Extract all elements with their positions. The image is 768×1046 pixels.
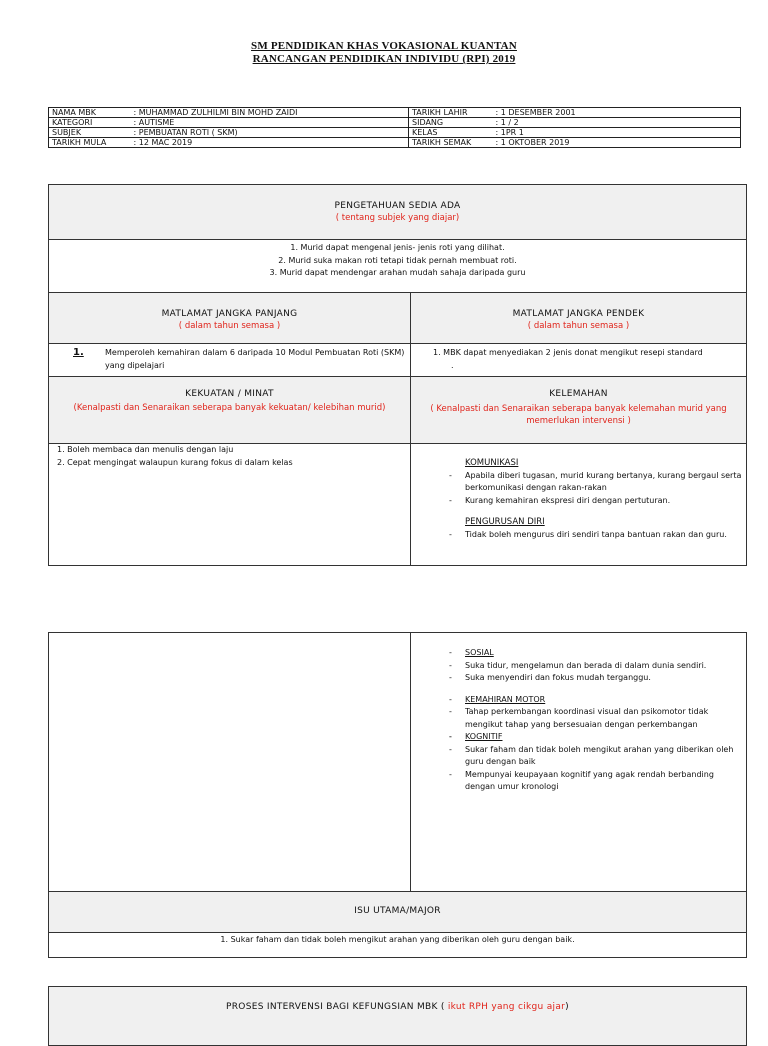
info-value: : 1 DESEMBER 2001 [493,108,741,118]
info-label: KELAS [409,128,493,138]
matlamat-panjang-content [69,347,409,377]
list-item: 2. Cepat mengingat walaupun kurang fokus di dalam kelas [57,457,293,467]
info-label: NAMA MBK [49,108,131,118]
isu-header [49,892,746,932]
info-value: : PEMBUATAN ROTI ( SKM) [131,128,409,138]
info-row [49,128,741,138]
kelemahan-header [411,377,746,443]
matlamat-pendek-dot: . [451,360,454,370]
isu-content [49,934,746,947]
motor-heading-item [447,694,743,707]
matlamat-pendek-title: MATLAMAT JANGKA PENDEK [512,309,645,319]
matlamat-panjang-number: 1. [73,347,84,358]
isu-title: ISU UTAMA/MAJOR [354,906,441,916]
rpi-section-1 [48,184,747,566]
info-value: : 1 / 2 [493,118,741,128]
kognitif-heading-item [447,731,743,744]
komunikasi-heading: KOMUNIKASI [465,458,519,468]
proses-title [49,1002,746,1012]
info-row [49,118,741,128]
student-info-table [48,107,741,148]
kekuatan-list [57,444,407,469]
list-item: 2. Murid suka makan roti tetapi tidak pernah membuat roti. [278,255,517,265]
kelemahan-title: KELEMAHAN [549,389,608,399]
pengetahuan-list [49,240,746,292]
pengetahuan-subtitle: ( tentang subjek yang diajar) [335,213,460,223]
info-label: SIDANG [409,118,493,128]
list-item: - Suka tidur, mengelamun dan berada di dalam dunia sendiri. [447,660,743,673]
list-item: - Tidak boleh mengurus diri sendiri tanpa bantuan rakan dan guru. [447,529,743,542]
pengetahuan-title: PENGETAHUAN SEDIA ADA [334,201,461,211]
pengetahuan-header [49,185,746,239]
list-item: 1. Sukar faham dan tidak boleh mengikut arahan yang diberikan oleh guru dengan baik. [220,935,575,944]
matlamat-panjang-title: MATLAMAT JANGKA PANJANG [161,309,298,319]
info-label: TARIKH MULA [49,138,131,148]
matlamat-panjang-header [49,293,410,343]
info-label: TARIKH SEMAK [409,138,493,148]
matlamat-panjang-subtitle: ( dalam tahun semasa ) [178,321,281,331]
kognitif-heading: KOGNITIF [465,732,503,741]
rpi-section-3 [48,986,747,1046]
info-label: SUBJEK [49,128,131,138]
list-item: 1. Murid dapat mengenal jenis- jenis roti yang dilihat. [290,243,505,252]
kekuatan-title: KEKUATAN / MINAT [185,389,274,399]
list-item: - Kurang kemahiran ekspresi diri dengan pertuturan. [447,495,743,508]
info-label: TARIKH LAHIR [409,108,493,118]
pengurusan-heading: PENGURUSAN DIRI [465,517,545,527]
proses-title-end: ) [565,1002,569,1012]
list-item: - Mempunyai keupayaan kognitif yang agak rendah berbanding dengan umur kronologi [447,769,743,794]
kelemahan-list-part1 [447,457,743,541]
list-item: 3. Murid dapat mendengar arahan mudah sahaja daripada guru [269,268,526,277]
proses-title-main: PROSES INTERVENSI BAGI KEFUNGSIAN MBK ( [226,1002,445,1012]
document-title: RANCANGAN PENDIDIKAN INDIVIDU (RPI) 2019 [252,53,516,65]
list-item: - Sukar faham dan tidak boleh mengikut arahan yang diberikan oleh guru dengan baik [447,744,743,769]
kelemahan-list-part2 [447,647,743,794]
kekuatan-subtitle: (Kenalpasti dan Senaraikan seberapa banyak kekuatan/ kelebihan murid) [73,403,386,413]
sosial-heading: SOSIAL [465,648,494,657]
school-title: SM PENDIDIKAN KHAS VOKASIONAL KUANTAN [251,40,517,52]
matlamat-pendek-text: 1. MBK dapat menyediakan 2 jenis donat mengikut resepi standard [433,348,703,357]
sosial-heading-item [447,647,743,660]
matlamat-pendek-content [433,347,743,377]
matlamat-pendek-header [411,293,746,343]
matlamat-panjang-text: Memperoleh kemahiran dalam 6 daripada 10 Modul Pembuatan Roti (SKM) yang dipelajari [105,348,405,370]
info-value: : AUTISME [131,118,409,128]
kelemahan-subtitle: ( Kenalpasti dan Senaraikan seberapa banyak kelemahan murid yang memerlukan intervensi ) [430,404,727,426]
rpi-section-2 [48,632,747,958]
proses-title-red: ikut RPH yang cikgu ajar [444,1002,566,1012]
list-item: 1. Boleh membaca dan menulis dengan laju [57,445,234,454]
info-label: KATEGORI [49,118,131,128]
list-item: - Apabila diberi tugasan, murid kurang bertanya, kurang bergaul serta berkomunikasi dengan rakan-rakan [447,470,743,495]
info-row [49,108,741,118]
motor-heading: KEMAHIRAN MOTOR [465,694,546,704]
info-value: : 1 OKTOBER 2019 [493,138,741,148]
info-row [49,138,741,148]
matlamat-pendek-subtitle: ( dalam tahun semasa ) [527,321,630,331]
list-item: - Suka menyendiri dan fokus mudah terganggu. [447,672,743,685]
list-item: - Tahap perkembangan koordinasi visual dan psikomotor tidak mengikut tahap yang bersesuaian dengan perkembangan [447,706,743,731]
info-value: : MUHAMMAD ZULHILMI BIN MOHD ZAIDI [131,108,409,118]
info-value: : 12 MAC 2019 [131,138,409,148]
kekuatan-header [49,377,410,443]
info-value: : 1PR 1 [493,128,741,138]
